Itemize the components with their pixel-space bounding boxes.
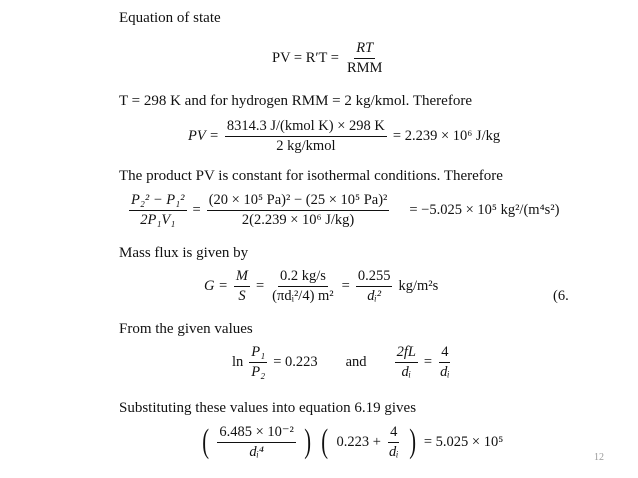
eq-ln-num3: 4 [439,344,450,363]
eq-p-den2: 2(2.239 × 10⁶ J/kg) [241,211,355,228]
eq-g-fraction-3 [356,268,393,304]
text-line-4: From the given values [119,321,253,337]
eq-final-fraction-2 [387,424,401,460]
paren-close-2: ) [408,423,416,461]
eq-p-rhs: = −5.025 × 10⁵ kg²/(m⁴s²) [409,201,560,218]
eq-final-den2: dᵢ [388,443,399,460]
eq-ln-value: = 0.223 [273,353,318,370]
eq-pv-fraction [225,118,387,154]
eq-state-fraction [345,40,384,76]
equation-final [200,424,503,460]
eq-ln-fraction-1 [249,344,267,380]
eq-ln-den3: dᵢ [440,363,450,380]
equation-pv [188,118,500,154]
eq-ln-and: and [345,353,367,370]
eq-p-den1: 2P₁V₁ [140,211,176,228]
paren-open-2: ( [321,423,329,461]
equation-mass-flux [204,268,438,304]
equation-ln [232,344,452,380]
equation-reference: (6. [553,288,569,304]
eq-ln-num1: P₁ [249,344,267,363]
text-line-3: Mass flux is given by [119,245,249,261]
eq-g-num1: M [234,268,250,287]
eq-g-num3: 0.255 [356,268,393,287]
eq-state-num: RT [354,40,375,59]
eq-final-rhs: = 5.025 × 10⁵ [423,433,504,450]
text-line-1: T = 298 K and for hydrogen RMM = 2 kg/kmol. Therefore [119,93,472,109]
equation-of-state [272,40,384,76]
eq-g-den1: S [238,287,246,304]
eq-p-num1: P₂² − P₁² [129,192,187,211]
eq-p-equals: = [192,201,201,218]
eq-g-fraction-1 [234,268,250,304]
text-line-2: The product PV is constant for isothermal conditions. Therefore [119,168,503,184]
eq-final-value: 0.223 + [336,433,381,450]
eq-ln-den1: P₂ [251,363,266,380]
eq-final-num1: 6.485 × 10⁻² [217,424,296,443]
paren-close-1: ) [304,423,311,461]
eq-state-lhs: PV = R′T = [272,49,339,66]
eq-g-den3: dᵢ² [367,287,382,304]
eq-ln-fraction-3 [438,344,452,380]
eq-p-num2: (20 × 10⁵ Pa)² − (25 × 10⁵ Pa)² [207,192,390,211]
eq-pv-rhs: = 2.239 × 10⁶ J/kg [392,127,501,144]
eq-state-den: RMM [346,59,383,76]
eq-ln-equals: = [423,353,433,370]
eq-ln-den2: dᵢ [401,363,411,380]
eq-pv-den: 2 kg/kmol [276,137,336,154]
eq-g-den2: (πdᵢ²/4) m² [272,287,334,304]
eq-g-lhs: G = [204,277,228,294]
heading: Equation of state [119,10,221,26]
page-number: 12 [594,452,604,463]
eq-final-den1: dᵢ⁴ [249,443,264,460]
equation-pressure [129,192,559,228]
eq-g-equals-1: = [255,277,265,294]
eq-ln-fraction-2 [395,344,418,380]
text-line-5: Substituting these values into equation 6.19 gives [119,400,417,416]
eq-g-equals-2: = [341,277,350,294]
eq-final-fraction-1 [217,424,296,460]
eq-pv-num: 8314.3 J/(kmol K) × 298 K [225,118,387,137]
eq-p-fraction-1 [129,192,187,228]
eq-final-num2: 4 [388,424,399,443]
eq-p-fraction-2 [207,192,390,228]
eq-ln-label: ln [232,353,244,370]
eq-ln-num2: 2fL [395,344,418,363]
eq-pv-lhs: PV = [188,127,219,144]
paren-open-1: ( [202,423,210,461]
eq-g-num2: 0.2 kg/s [278,268,328,287]
eq-g-units: kg/m²s [398,277,439,294]
eq-g-fraction-2 [270,268,335,304]
